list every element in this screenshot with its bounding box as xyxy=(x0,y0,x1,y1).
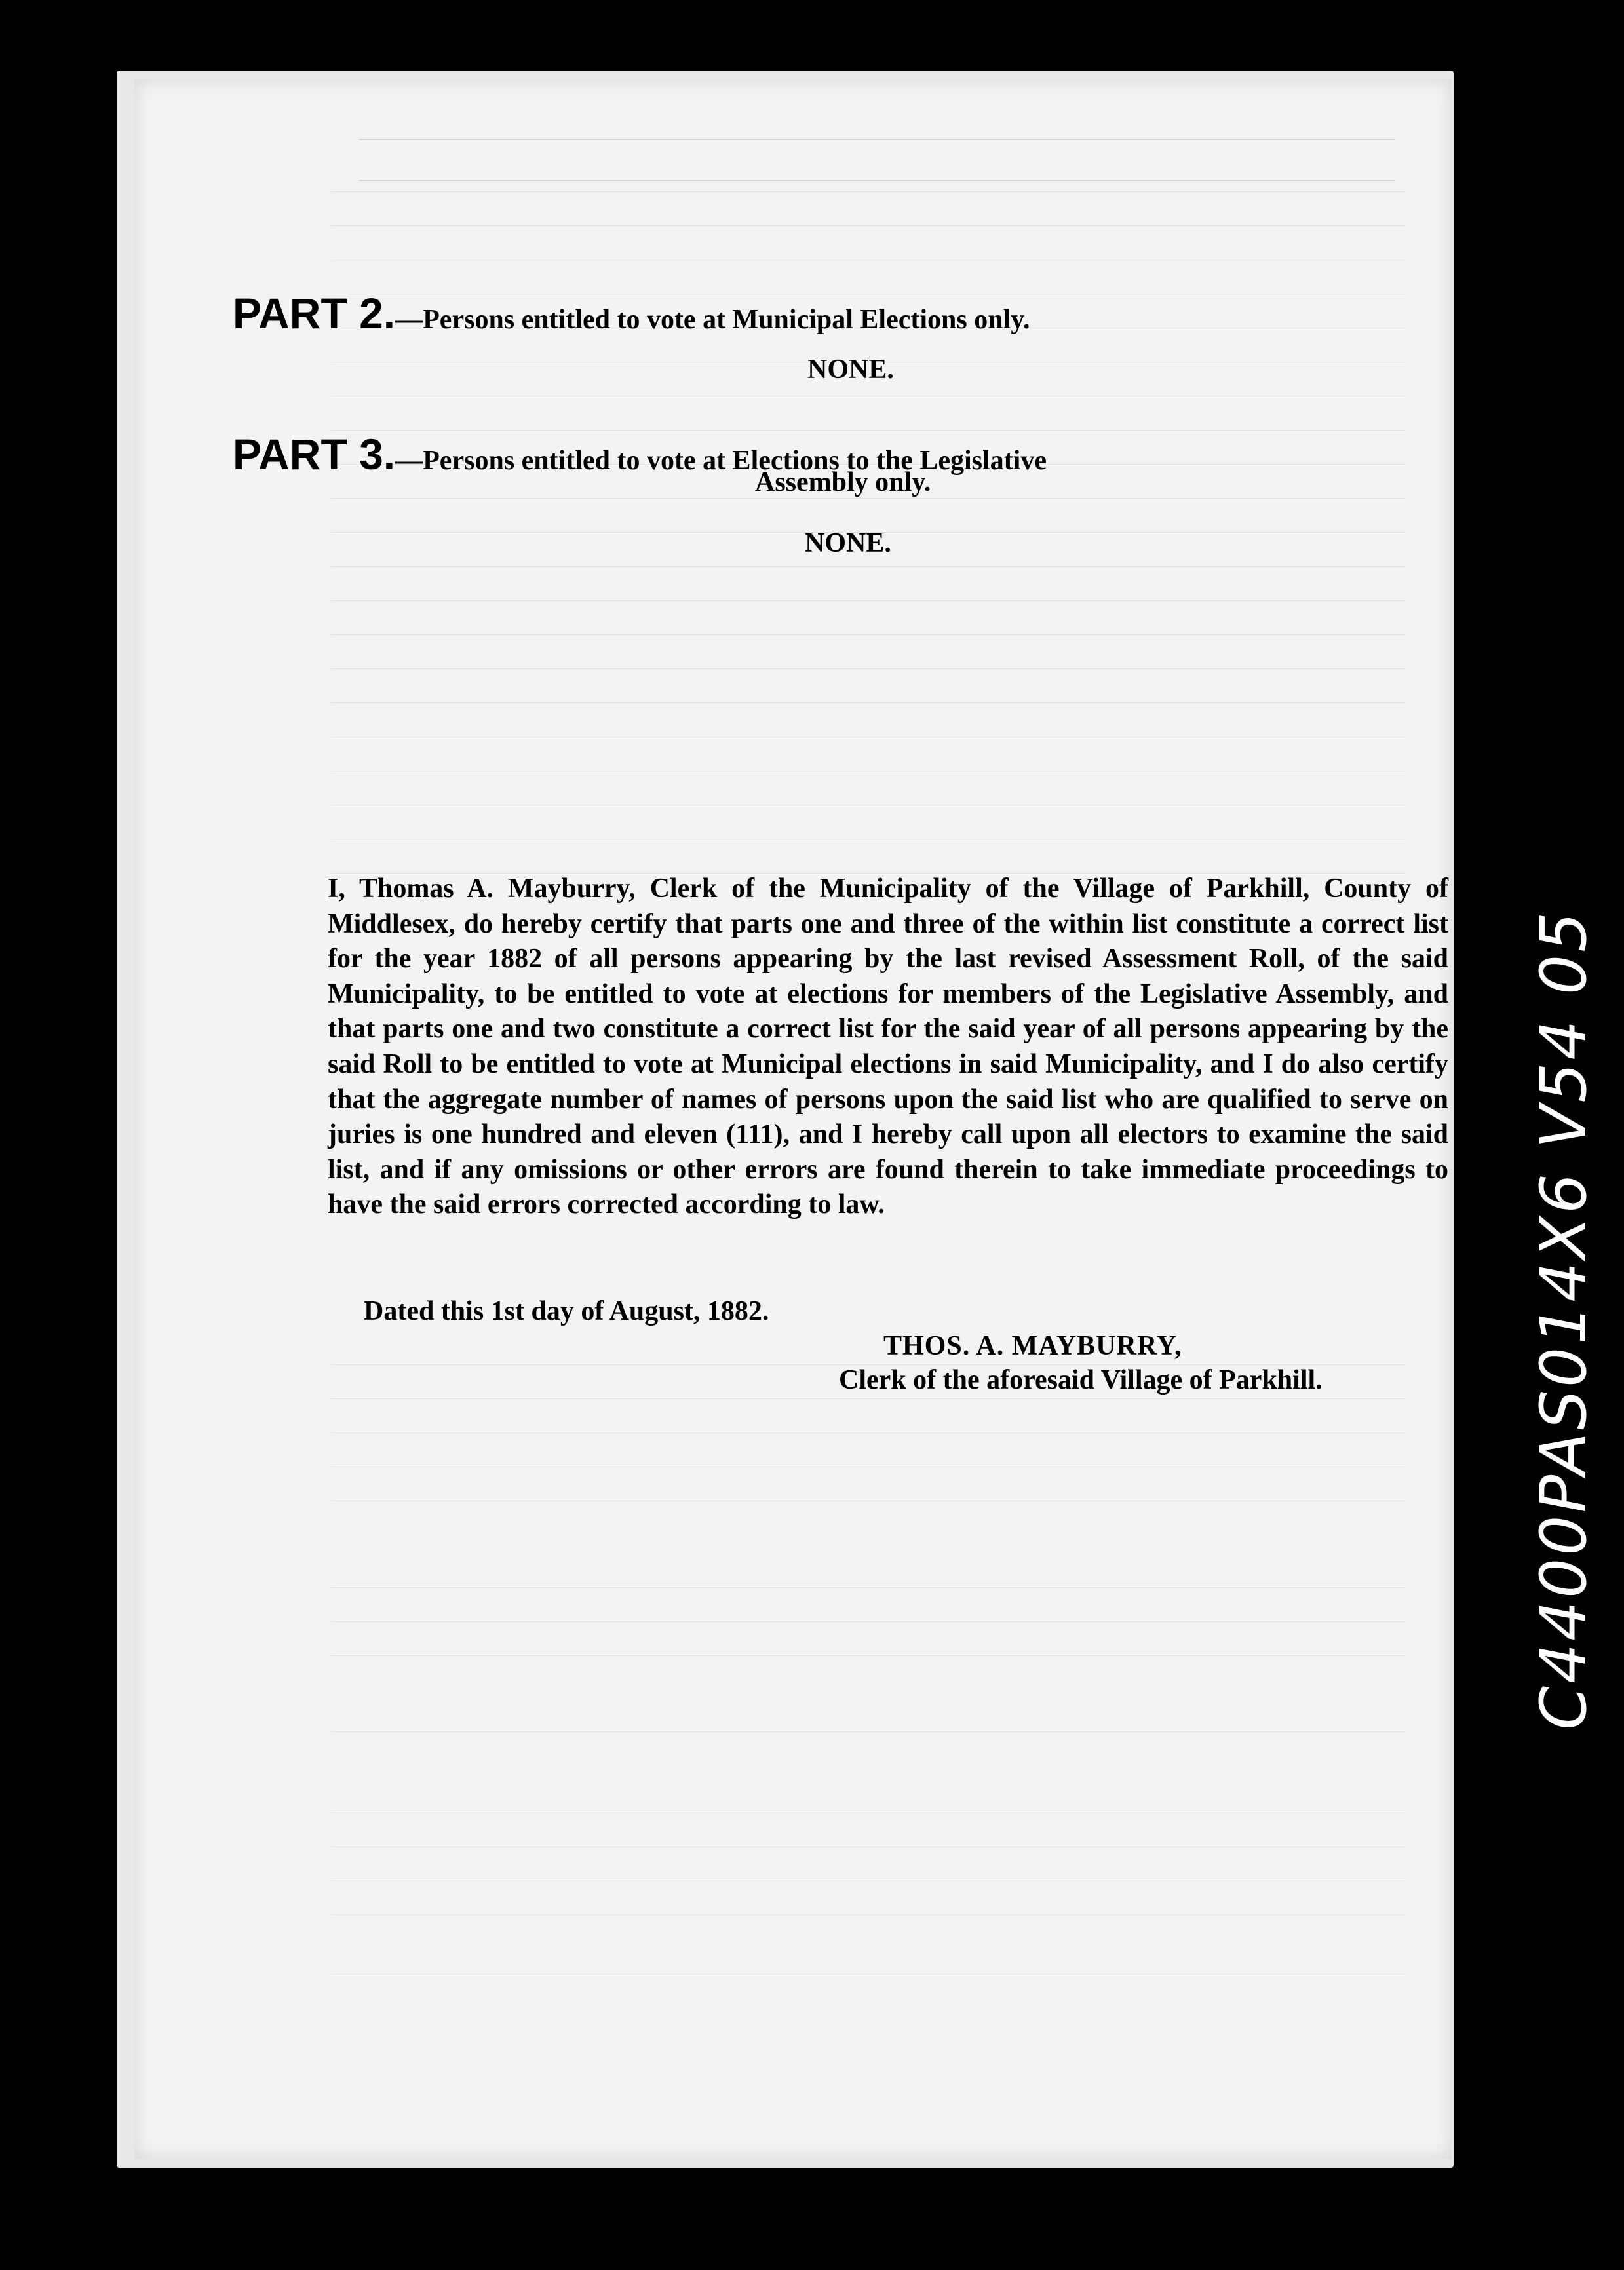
signatory-name: THOS. A. MAYBURRY, xyxy=(883,1331,1182,1361)
part-3-value: NONE. xyxy=(805,528,891,558)
part-3-number: PART 3. xyxy=(233,430,396,478)
certificate-date: Dated this 1st day of August, 1882. xyxy=(364,1296,769,1326)
part-2-description: —Persons entitled to vote at Municipal Elections only. xyxy=(395,305,1030,335)
part-2-heading xyxy=(233,288,1030,338)
part-2-number: PART 2. xyxy=(233,289,396,337)
archive-reference: C4400PAS014X6 V54 05 xyxy=(1527,909,1600,1730)
clerk-certificate: I, Thomas A. Mayburry, Clerk of the Municipality of the Village of Parkhill, County of Middlesex, do hereby certify that parts one and three of the within list constitute a correct list for the year 1882 of all persons appearing by the last revised Assessment Roll, of the said Municipality, to be entitled to vote at elections for members of the Legislative Assembly, and that parts one and two constitute a correct list for the said year of all persons appearing by the said Roll to be entitled to vote at Municipal elections in said Municipality, and I do also certify that the aggregate number of names of persons upon the said list who are qualified to serve on juries is one hundred and eleven (111), and I hereby call upon all electors to examine the said list, and if any omissions or other errors are found therein to take immediate proceedings to have the said errors corrected according to law. xyxy=(328,874,1448,1220)
faded-header-rule xyxy=(359,139,1395,181)
part-3-description: —Persons entitled to vote at Elections to the Legislative xyxy=(395,446,1047,476)
part-3-description-cont: Assembly only. xyxy=(755,467,931,497)
part-2-value: NONE. xyxy=(807,355,894,385)
signatory-title: Clerk of the aforesaid Village of Parkhill. xyxy=(839,1365,1323,1395)
